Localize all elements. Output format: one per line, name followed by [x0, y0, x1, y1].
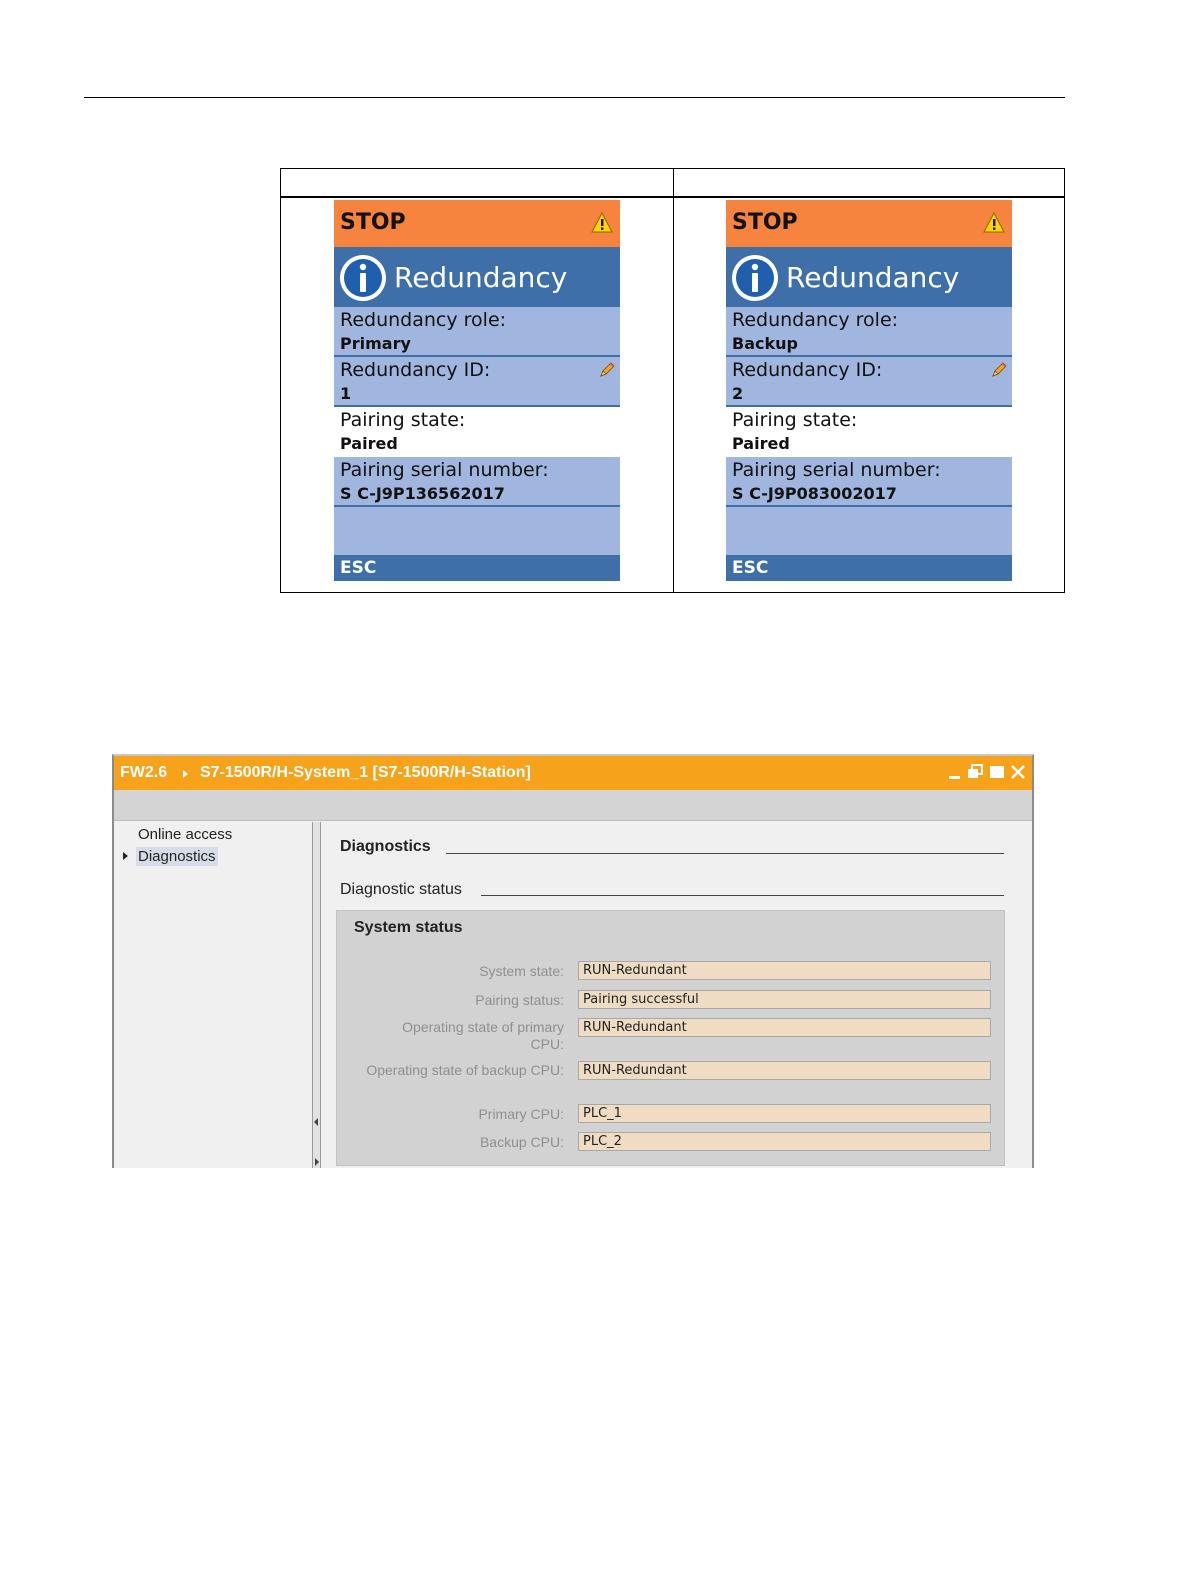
redundancy-role-value: Backup: [732, 334, 798, 353]
cpu-display-primary: [334, 200, 620, 581]
info-icon: [339, 254, 387, 302]
pencil-icon: [598, 361, 616, 379]
field-label: Operating state of backup CPU:: [366, 1062, 564, 1078]
redundancy-id-label: Redundancy ID:: [732, 359, 883, 381]
redundancy-role-label: Redundancy role:: [340, 309, 507, 331]
menu-title: Redundancy: [394, 261, 568, 294]
redundancy-role-row[interactable]: [726, 307, 1012, 357]
redundancy-id-value: 1: [340, 384, 352, 403]
nav-item-diagnostics[interactable]: Diagnostics: [138, 848, 216, 865]
redundancy-role-label: Redundancy role:: [732, 309, 899, 331]
pairing-state-value: Paired: [732, 434, 790, 453]
pairing-serial-value: S C-J9P136562017: [340, 484, 505, 503]
navigation-pane: [114, 821, 314, 1168]
subsection-rule: [481, 895, 1004, 896]
window-toolbar: [114, 790, 1032, 821]
pairing-serial-label: Pairing serial number:: [732, 459, 941, 481]
info-icon: [731, 254, 779, 302]
breadcrumb-arrow-icon: [183, 770, 188, 778]
operating-mode-bar: [334, 200, 620, 247]
pairing-state-label: Pairing state:: [732, 409, 858, 431]
warning-icon: [983, 212, 1005, 234]
menu-title-bar: [334, 247, 620, 307]
close-icon[interactable]: [1009, 763, 1027, 781]
menu-title: Redundancy: [786, 261, 960, 294]
window-title-bar: [114, 756, 1032, 790]
redundancy-id-label: Redundancy ID:: [340, 359, 491, 381]
operating-mode-bar: [726, 200, 1012, 247]
redundancy-id-value: 2: [732, 384, 744, 403]
collapse-left-icon[interactable]: [314, 1118, 318, 1126]
field-label: Backup CPU:: [479, 1134, 564, 1150]
expand-arrow-icon[interactable]: [123, 852, 128, 860]
menu-title-bar: [726, 247, 1012, 307]
pairing-serial-label: Pairing serial number:: [340, 459, 549, 481]
subsection-title: Diagnostic status: [340, 881, 462, 898]
warning-icon: [591, 212, 613, 234]
field-label: Primary CPU:: [478, 1106, 564, 1122]
tia-portal-window: [112, 754, 1034, 1168]
page-top-rule: [84, 97, 1065, 98]
diagnostics-content: [324, 822, 1032, 1168]
field-label: Pairing status:: [475, 992, 564, 1008]
redundancy-role-row[interactable]: [334, 307, 620, 357]
esc-label: ESC: [340, 558, 377, 578]
system-status-group: [336, 910, 1005, 1166]
pairing-status-field[interactable]: Pairing successful: [578, 990, 991, 1009]
expand-right-icon[interactable]: [315, 1158, 319, 1166]
pencil-icon: [990, 361, 1008, 379]
backup-cpu-state-field[interactable]: RUN-Redundant: [578, 1061, 991, 1080]
redundancy-id-row[interactable]: [334, 357, 620, 407]
primary-cpu-state-field[interactable]: RUN-Redundant: [578, 1018, 991, 1037]
system-state-field[interactable]: RUN-Redundant: [578, 961, 991, 980]
redundancy-role-value: Primary: [340, 334, 411, 353]
restore-icon[interactable]: [966, 763, 984, 781]
operating-mode-text: STOP: [340, 210, 406, 235]
field-label: System state:: [479, 963, 564, 979]
cpu-display-backup: [726, 200, 1012, 581]
pairing-serial-row[interactable]: [726, 457, 1012, 507]
pairing-state-label: Pairing state:: [340, 409, 466, 431]
operating-mode-text: STOP: [732, 210, 798, 235]
esc-bar[interactable]: [726, 555, 1012, 581]
section-rule: [446, 853, 1004, 854]
table-column-divider: [673, 169, 674, 592]
pairing-state-row[interactable]: [334, 407, 620, 457]
pane-splitter[interactable]: [312, 822, 321, 1168]
primary-cpu-field[interactable]: PLC_1: [578, 1104, 991, 1123]
esc-label: ESC: [732, 558, 769, 578]
pairing-state-row[interactable]: [726, 407, 1012, 457]
minimize-icon[interactable]: [946, 763, 964, 781]
backup-cpu-field[interactable]: PLC_2: [578, 1132, 991, 1151]
breadcrumb-item[interactable]: FW2.6: [120, 764, 168, 781]
redundancy-id-row[interactable]: [726, 357, 1012, 407]
nav-item-online-access[interactable]: Online access: [138, 826, 233, 843]
pairing-serial-value: S C-J9P083002017: [732, 484, 897, 503]
pairing-serial-row[interactable]: [334, 457, 620, 507]
maximize-icon[interactable]: [988, 763, 1006, 781]
system-status-title: System status: [354, 919, 463, 936]
field-label: Operating state of primary CPU:: [402, 1019, 564, 1052]
esc-bar[interactable]: [334, 555, 620, 581]
breadcrumb-item[interactable]: S7-1500R/H-System_1 [S7-1500R/H-Station]: [200, 764, 531, 781]
pairing-state-value: Paired: [340, 434, 398, 453]
section-title: Diagnostics: [340, 838, 431, 855]
